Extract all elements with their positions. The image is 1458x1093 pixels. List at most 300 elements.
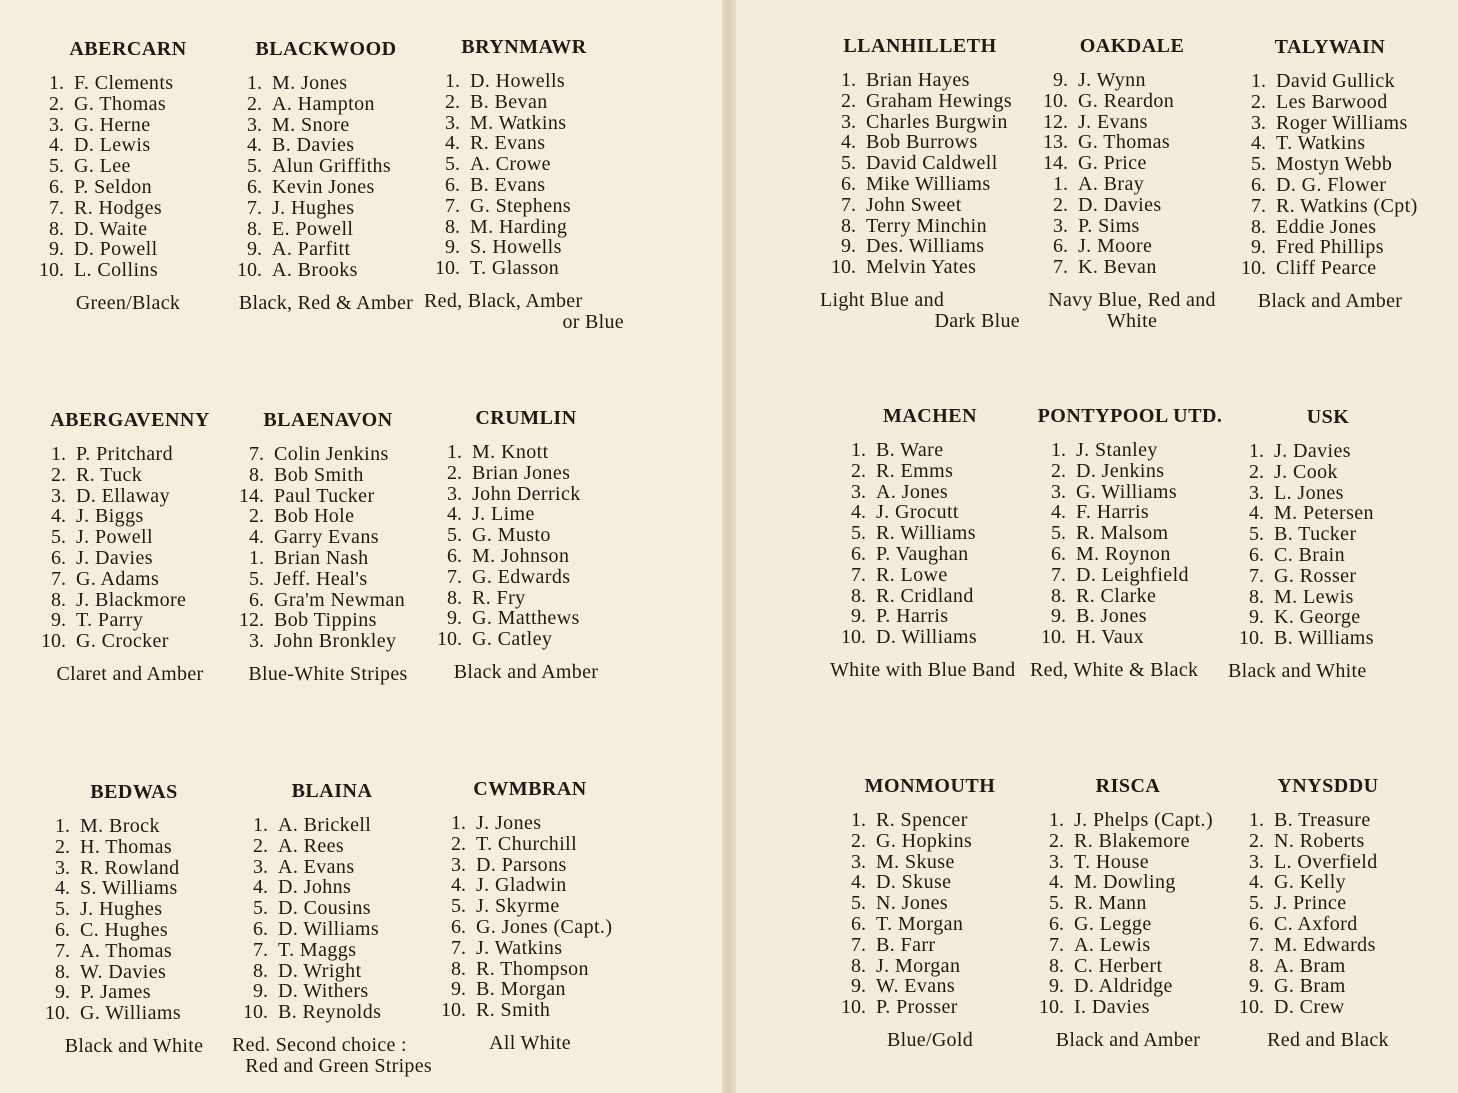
player-number: 2. (841, 89, 856, 112)
team-colours (1230, 291, 1430, 312)
player-row (424, 71, 624, 92)
player-row (424, 154, 624, 175)
team-name: ABERCARN (69, 38, 187, 60)
player-row (226, 239, 426, 260)
player-number: 6. (451, 915, 466, 938)
player-name: Jeff. Heal's (274, 567, 368, 590)
player-number: 1. (249, 546, 264, 569)
player-number: 5. (451, 895, 466, 918)
player-row (1230, 92, 1430, 113)
player-row (232, 919, 432, 940)
player-name: Colin Jenkins (274, 443, 389, 465)
player-number: 8. (445, 215, 460, 238)
player-row (228, 631, 428, 652)
player-name: B. Bevan (470, 90, 548, 113)
player-name: J. Jones (476, 812, 542, 834)
player-number: 7. (1251, 194, 1266, 217)
player-number: 7. (253, 938, 268, 961)
player-number: 2. (1251, 90, 1266, 113)
player-name: K. Bevan (1078, 256, 1157, 279)
player-number: 3. (447, 482, 462, 505)
player-number: 6. (247, 175, 262, 198)
player-name: Cliff Pearce (1276, 257, 1377, 280)
colours-line: All White (489, 1031, 571, 1054)
player-row (426, 442, 626, 463)
player-row (830, 502, 1030, 523)
player-number: 4. (55, 877, 70, 900)
player-number: 2. (49, 92, 64, 115)
player-name: C. Brain (1274, 543, 1345, 566)
colours-line: Red, White & Black (1030, 658, 1199, 681)
player-name: John Derrick (472, 482, 581, 505)
player-name: T. Watkins (1276, 132, 1366, 155)
player-name: D. Jenkins (1076, 459, 1165, 482)
player-row (1030, 606, 1230, 627)
player-number: 1. (1249, 809, 1264, 831)
player-number: 8. (55, 960, 70, 983)
team-name: OAKDALE (1079, 35, 1185, 57)
player-name: G. Crocker (76, 630, 169, 653)
player-number: 10. (41, 630, 66, 653)
player-number: 10. (1039, 996, 1064, 1019)
player-name: Bob Smith (274, 463, 364, 486)
player-row (1030, 627, 1230, 648)
player-list (1230, 71, 1430, 279)
team-block-ynysddu (1228, 775, 1428, 1051)
colours-line: Black and White (1228, 659, 1367, 682)
player-row (1032, 216, 1232, 237)
player-number: 3. (851, 480, 866, 503)
player-row (424, 217, 624, 238)
player-row (34, 837, 234, 858)
player-number: 2. (1049, 829, 1064, 852)
player-number: 7. (1249, 564, 1264, 587)
player-row (1028, 914, 1228, 935)
player-number: 4. (1249, 871, 1264, 894)
player-number: 6. (1251, 173, 1266, 196)
player-number: 7. (249, 443, 264, 465)
player-row (1228, 956, 1428, 977)
player-name: S. Williams (80, 877, 178, 900)
player-number: 5. (253, 897, 268, 920)
player-number: 7. (1053, 256, 1068, 279)
player-row (226, 156, 426, 177)
player-name: T. House (1074, 850, 1150, 873)
player-name: G. Musto (472, 524, 551, 547)
player-row (232, 815, 432, 836)
player-number: 4. (1051, 501, 1066, 524)
player-number: 10. (831, 256, 856, 279)
player-name: J. Skyrme (476, 895, 560, 918)
player-row (228, 506, 428, 527)
player-name: E. Powell (272, 217, 354, 240)
player-row (226, 198, 426, 219)
page-fold (722, 0, 736, 1093)
player-number: 1. (447, 441, 462, 463)
player-row (426, 525, 626, 546)
player-number: 3. (49, 113, 64, 136)
player-name: Alun Griffiths (272, 155, 392, 178)
player-number: 5. (1051, 522, 1066, 545)
player-name: B. Reynolds (278, 1001, 382, 1024)
player-number: 3. (253, 855, 268, 878)
player-row (1228, 976, 1428, 997)
player-number: 8. (49, 217, 64, 240)
team-block-blaenavon (228, 409, 428, 685)
player-list (424, 71, 624, 279)
player-number: 6. (841, 172, 856, 195)
player-name: R. Thompson (476, 957, 589, 980)
player-row (1030, 586, 1230, 607)
player-name: G. Matthews (472, 607, 580, 630)
player-row (228, 444, 428, 465)
team-name: BRYNMAWR (461, 36, 587, 58)
player-number: 2. (447, 461, 462, 484)
player-number: 1. (451, 812, 466, 834)
player-name: S. Howells (470, 236, 562, 259)
player-name: D. Johns (278, 876, 352, 899)
player-number: 10. (237, 259, 262, 282)
player-number: 14. (1043, 152, 1068, 175)
player-number: 5. (851, 522, 866, 545)
player-number: 10. (1043, 89, 1068, 112)
player-name: D. Williams (278, 917, 380, 940)
player-number: 10. (437, 628, 462, 651)
player-row (228, 548, 428, 569)
team-colours (1032, 290, 1232, 332)
player-row (1032, 195, 1232, 216)
player-row (30, 506, 230, 527)
player-row (1230, 175, 1430, 196)
player-row (1030, 440, 1230, 461)
player-number: 3. (1249, 850, 1264, 873)
player-row (820, 153, 1020, 174)
player-name: T. Morgan (876, 912, 964, 935)
colours-line: Black and Amber (1257, 289, 1403, 312)
player-number: 12. (239, 609, 264, 632)
player-row (426, 463, 626, 484)
player-name: Kevin Jones (272, 175, 375, 198)
player-name: J. Grocutt (876, 501, 959, 524)
player-name: A. Thomas (80, 939, 173, 962)
player-number: 6. (1249, 543, 1264, 566)
player-number: 6. (445, 173, 460, 196)
player-number: 1. (851, 439, 866, 461)
player-number: 1. (1251, 70, 1266, 92)
player-list (1228, 810, 1428, 1018)
player-row (30, 527, 230, 548)
player-row (28, 260, 228, 281)
player-name: R. Clarke (1076, 584, 1157, 607)
player-row (830, 914, 1030, 935)
player-name: Melvin Yates (866, 256, 977, 279)
player-row (830, 440, 1030, 461)
player-row (30, 465, 230, 486)
player-row (232, 981, 432, 1002)
player-number: 4. (247, 134, 262, 157)
player-row (1028, 872, 1228, 893)
player-number: 2. (247, 92, 262, 115)
player-name: T. Parry (76, 609, 144, 632)
player-number: 4. (841, 131, 856, 154)
player-number: 1. (253, 814, 268, 836)
player-row (226, 219, 426, 240)
player-row (430, 855, 630, 876)
player-name: J. Hughes (80, 898, 163, 921)
player-number: 4. (253, 876, 268, 899)
player-number: 8. (1249, 954, 1264, 977)
player-row (1030, 502, 1230, 523)
team-name: RISCA (1095, 775, 1161, 797)
player-number: 3. (1053, 214, 1068, 237)
player-row (34, 941, 234, 962)
player-row (1032, 112, 1232, 133)
team-name: BLACKWOOD (255, 38, 397, 60)
player-number: 3. (445, 111, 460, 134)
player-name: D. Cousins (278, 897, 371, 920)
player-number: 8. (451, 957, 466, 980)
player-number: 9. (851, 605, 866, 628)
player-number: 5. (49, 155, 64, 178)
player-number: 2. (445, 90, 460, 113)
player-number: 4. (447, 503, 462, 526)
player-row (30, 444, 230, 465)
player-number: 7. (447, 565, 462, 588)
team-block-crumlin (426, 407, 626, 683)
player-name: J. Watkins (476, 936, 563, 959)
player-name: J. Evans (1078, 110, 1148, 133)
player-name: A. Parfitt (272, 238, 351, 261)
player-row (1228, 462, 1428, 483)
player-number: 8. (1051, 584, 1066, 607)
player-number: 1. (49, 72, 64, 94)
player-row (430, 813, 630, 834)
player-name: Charles Burgwin (866, 110, 1008, 133)
player-row (1028, 935, 1228, 956)
player-number: 8. (447, 586, 462, 609)
team-block-usk (1228, 406, 1428, 682)
player-number: 1. (841, 69, 856, 91)
player-name: R. Williams (876, 522, 976, 545)
player-number: 6. (1051, 542, 1066, 565)
player-number: 8. (247, 217, 262, 240)
player-row (28, 219, 228, 240)
player-number: 9. (49, 238, 64, 261)
player-number: 7. (51, 567, 66, 590)
player-number: 2. (851, 829, 866, 852)
player-number: 9. (447, 607, 462, 630)
team-colours (1030, 660, 1230, 681)
player-name: P. Harris (876, 605, 949, 628)
player-name: H. Thomas (80, 835, 173, 858)
player-number: 6. (851, 542, 866, 565)
team-name: BLAINA (291, 780, 373, 802)
player-number: 3. (247, 113, 262, 136)
player-number: 9. (1049, 975, 1064, 998)
player-row (1228, 872, 1428, 893)
player-name: Eddie Jones (1276, 215, 1377, 238)
player-row (232, 940, 432, 961)
player-name: G. Price (1078, 152, 1147, 175)
player-name: B. Davies (272, 134, 355, 157)
player-number: 1. (51, 443, 66, 465)
player-number: 9. (55, 981, 70, 1004)
player-name: P. Prosser (876, 996, 958, 1019)
player-row (430, 1000, 630, 1021)
player-name: M. Jones (272, 72, 348, 94)
player-number: 2. (253, 834, 268, 857)
player-number: 3. (451, 853, 466, 876)
player-number: 5. (1249, 892, 1264, 915)
player-list (430, 813, 630, 1021)
player-name: L. Collins (74, 259, 159, 282)
player-name: M. Harding (470, 215, 568, 238)
player-row (232, 1002, 432, 1023)
player-row (1032, 257, 1232, 278)
player-number: 4. (851, 871, 866, 894)
team-block-abergavenny (30, 409, 230, 685)
player-row (820, 236, 1020, 257)
player-name: F. Clements (74, 72, 174, 94)
player-row (424, 133, 624, 154)
player-name: R. Watkins (Cpt) (1276, 194, 1418, 217)
player-number: 8. (51, 588, 66, 611)
player-row (430, 959, 630, 980)
team-colours (820, 290, 1020, 332)
player-name: J. Biggs (76, 505, 144, 528)
player-number: 3. (249, 630, 264, 653)
player-row (28, 115, 228, 136)
colours-line: Dark Blue (934, 309, 1020, 332)
player-name: R. Mann (1074, 892, 1147, 915)
player-row (830, 831, 1030, 852)
player-name: Graham Hewings (866, 89, 1013, 112)
player-name: G. Kelly (1274, 871, 1347, 894)
player-number: 6. (253, 917, 268, 940)
player-name: C. Herbert (1074, 954, 1163, 977)
team-colours (830, 660, 1030, 681)
player-name: G. Rosser (1274, 564, 1357, 587)
player-number: 10. (243, 1001, 268, 1024)
player-name: M. Knott (472, 441, 549, 463)
player-number: 10. (1239, 627, 1264, 650)
player-number: 9. (1051, 605, 1066, 628)
colours-line: White with Blue Band (830, 658, 1016, 681)
player-number: 4. (445, 132, 460, 155)
player-row (34, 962, 234, 983)
player-row (34, 899, 234, 920)
player-name: M. Lewis (1274, 585, 1354, 608)
player-number: 8. (253, 959, 268, 982)
player-name: J. Moore (1078, 235, 1153, 258)
player-row (820, 91, 1020, 112)
player-name: B. Farr (876, 933, 936, 956)
player-name: B. Morgan (476, 978, 566, 1001)
player-row (426, 546, 626, 567)
player-row (1230, 237, 1430, 258)
player-number: 3. (1249, 481, 1264, 504)
player-row (1228, 483, 1428, 504)
player-row (1032, 153, 1232, 174)
player-row (232, 961, 432, 982)
player-number: 2. (1051, 459, 1066, 482)
team-name: CRUMLIN (475, 407, 577, 429)
player-name: D. Williams (876, 626, 978, 649)
player-name: G. Williams (1076, 480, 1178, 503)
colours-line: Black and White (64, 1034, 204, 1057)
player-number: 2. (51, 463, 66, 486)
player-row (1228, 503, 1428, 524)
player-name: J. Hughes (272, 196, 355, 219)
player-number: 6. (55, 918, 70, 941)
player-name: G. Legge (1074, 912, 1152, 935)
player-name: Terry Minchin (866, 214, 987, 237)
player-number: 4. (851, 501, 866, 524)
player-name: A. Rees (278, 834, 345, 857)
player-name: A. Bray (1078, 172, 1145, 195)
team-block-brynmawr (424, 36, 624, 333)
player-number: 8. (249, 463, 264, 486)
player-name: D. Davies (1078, 193, 1162, 216)
player-row (820, 257, 1020, 278)
player-name: J. Wynn (1078, 69, 1146, 91)
player-row (430, 979, 630, 1000)
player-name: John Bronkley (274, 630, 397, 653)
player-row (30, 610, 230, 631)
player-row (430, 896, 630, 917)
player-row (1030, 523, 1230, 544)
player-row (28, 239, 228, 260)
player-number: 10. (441, 999, 466, 1022)
player-number: 7. (1249, 933, 1264, 956)
player-number: 5. (249, 567, 264, 590)
player-number: 10. (45, 1002, 70, 1025)
player-number: 8. (1249, 585, 1264, 608)
player-name: R. Rowland (80, 856, 180, 879)
player-number: 5. (1049, 892, 1064, 915)
player-number: 6. (1049, 912, 1064, 935)
player-name: T. Maggs (278, 938, 357, 961)
player-name: W. Davies (80, 960, 167, 983)
player-number: 1. (247, 72, 262, 94)
player-name: J. Gladwin (476, 874, 567, 897)
player-name: J. Davies (76, 546, 153, 569)
player-name: J. Phelps (Capt.) (1074, 809, 1214, 831)
player-number: 13. (1043, 131, 1068, 154)
player-number: 10. (1241, 257, 1266, 280)
player-row (1228, 852, 1428, 873)
player-row (1030, 461, 1230, 482)
player-row (1228, 831, 1428, 852)
player-row (228, 569, 428, 590)
player-list (1030, 440, 1230, 648)
player-name: J. Davies (1274, 440, 1351, 462)
player-number: 7. (451, 936, 466, 959)
player-row (1228, 524, 1428, 545)
player-row (1228, 914, 1428, 935)
team-colours (226, 293, 426, 314)
player-number: 3. (51, 484, 66, 507)
player-name: R. Cridland (876, 584, 974, 607)
player-row (1030, 482, 1230, 503)
player-row (830, 627, 1030, 648)
player-row (228, 590, 428, 611)
colours-line: White (1106, 309, 1158, 332)
player-number: 2. (1249, 460, 1264, 483)
player-name: D. Waite (74, 217, 148, 240)
colours-line: Black and Amber (453, 660, 599, 683)
player-name: M. Skuse (876, 850, 955, 873)
